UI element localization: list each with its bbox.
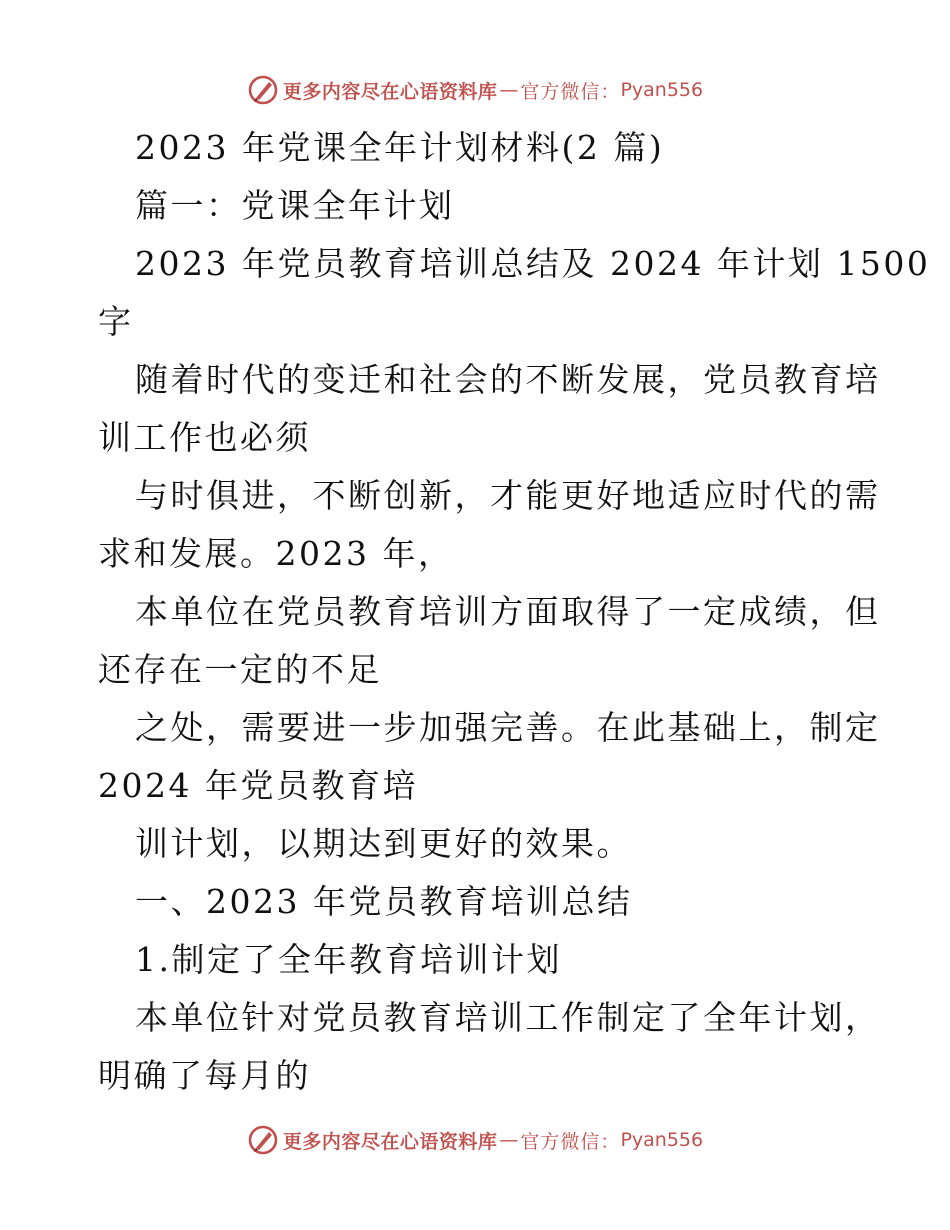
paragraph-line: 2024 年党员教育培: [98, 766, 418, 805]
header-watermark: [0, 70, 950, 110]
quill-pen-logo-icon: [247, 1124, 279, 1156]
paragraph-line: 本单位针对党员教育培训工作制定了全年计划，: [135, 998, 881, 1037]
watermark-wechat-id: Pyan556: [620, 79, 704, 101]
watermark-official-label: 官方微信：: [520, 80, 621, 103]
watermark-main-text: 更多内容尽在心语资料库: [282, 1130, 498, 1153]
paragraph-line: 字: [98, 302, 134, 341]
paragraph-line: 求和发展。2023 年，: [98, 534, 454, 573]
paragraph-line: 训计划，以期达到更好的效果。: [135, 824, 632, 863]
watermark-main-text: 更多内容尽在心语资料库: [282, 80, 498, 103]
paragraph-line: 还存在一定的不足: [98, 650, 382, 689]
footer-watermark: [0, 1120, 950, 1160]
paragraph-line: 2023 年党员教育培训总结及 2024 年计划 1500: [135, 244, 931, 283]
watermark-official-label: 官方微信：: [520, 1130, 621, 1153]
paragraph-line: 与时俱进，不断创新，才能更好地适应时代的需: [135, 476, 881, 515]
document-title: 2023 年党课全年计划材料(2 篇): [135, 128, 665, 167]
paragraph-line: 随着时代的变迁和社会的不断发展，党员教育培: [135, 360, 881, 399]
paragraph-line: 本单位在党员教育培训方面取得了一定成绩，但: [135, 592, 881, 631]
list-item-heading: 1.制定了全年教育培训计划: [135, 940, 562, 979]
section-heading: 篇一：党课全年计划: [135, 186, 455, 225]
subsection-heading: 一、2023 年党员教育培训总结: [135, 882, 633, 921]
watermark-wechat-id: Pyan556: [620, 1129, 704, 1151]
quill-pen-logo-icon: [247, 74, 279, 106]
paragraph-line: 明确了每月的: [98, 1056, 311, 1095]
paragraph-line: 训工作也必须: [98, 418, 311, 457]
paragraph-line: 之处，需要进一步加强完善。在此基础上，制定: [135, 708, 881, 747]
watermark-dash: —: [499, 79, 519, 101]
watermark-dash: —: [499, 1129, 519, 1151]
